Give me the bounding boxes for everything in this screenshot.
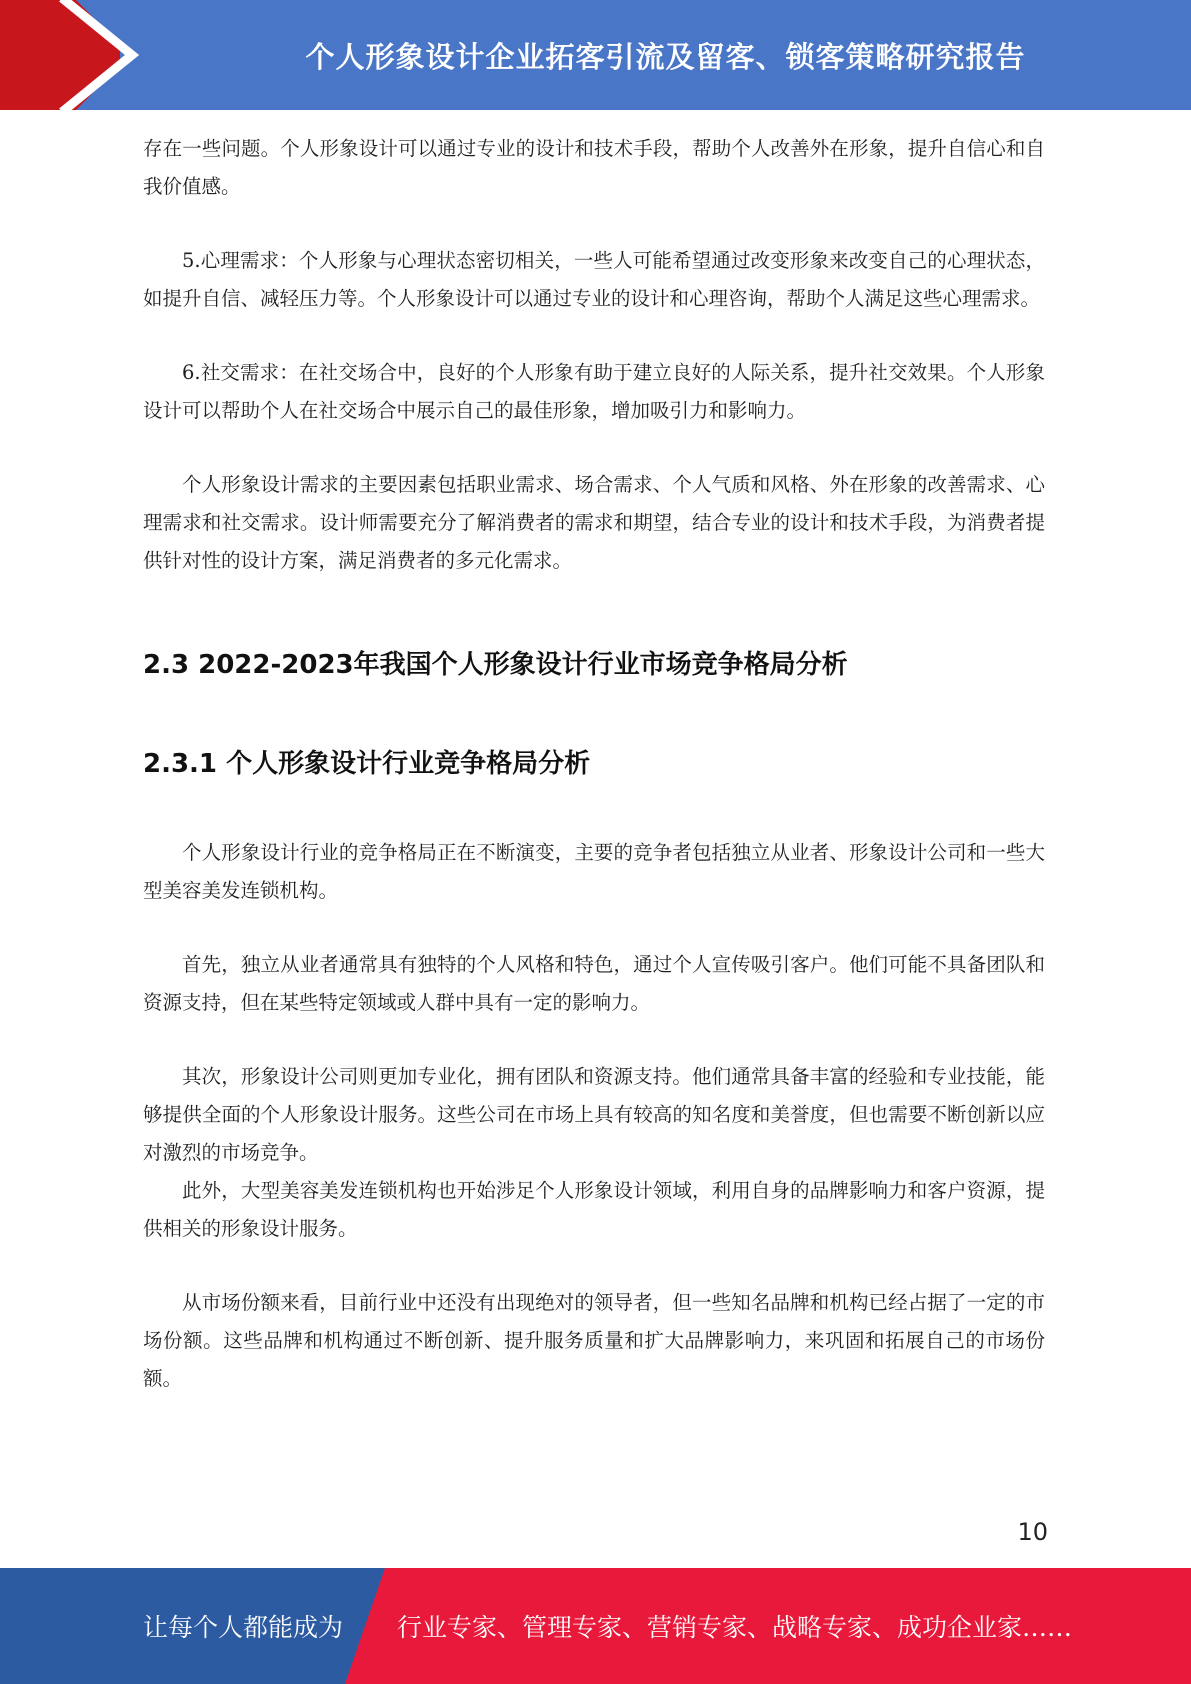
report-title: 个人形象设计企业拓客引流及留客、锁客策略研究报告 — [305, 39, 1026, 74]
paragraph-chain-institutions: 此外，大型美容美发连锁机构也开始涉足个人形象设计领域，利用自身的品牌影响力和客户资源，提供相关的形象设计服务。 — [143, 1179, 1045, 1240]
page-body — [143, 130, 1045, 1398]
header-banner — [0, 0, 1191, 110]
paragraph-independent-practitioners: 首先，独立从业者通常具有独特的个人风格和特色，通过个人宣传吸引客户。他们可能不具备团队和资源支持，但在某些特定领域或人群中具有一定的影响力。 — [143, 953, 1045, 1014]
section-heading: 2.3 2022-2023年我国个人形象设计行业市场竞争格局分析 — [143, 650, 848, 680]
paragraph-competition-overview: 个人形象设计行业的竞争格局正在不断演变，主要的竞争者包括独立从业者、形象设计公司和一些大型美容美发连锁机构。 — [143, 841, 1045, 902]
footer-slogan-right: 行业专家、管理专家、营销专家、战略专家、成功企业家…… — [397, 1613, 1073, 1642]
page-number: 10 — [1017, 1518, 1048, 1546]
paragraph-summary: 个人形象设计需求的主要因素包括职业需求、场合需求、个人气质和风格、外在形象的改善需求、心理需求和社交需求。设计师需要充分了解消费者的需求和期望，结合专业的设计和技术手段，为消费者提供针对性的设计方案，满足消费者的多元化需求。 — [143, 473, 1045, 572]
paragraph-social-needs: 6.社交需求：在社交场合中，良好的个人形象有助于建立良好的人际关系，提升社交效果。个人形象设计可以帮助个人在社交场合中展示自己的最佳形象，增加吸引力和影响力。 — [143, 361, 1045, 422]
footer-banner — [0, 1568, 1191, 1684]
footer-slogan-left: 让每个人都能成为 — [143, 1613, 344, 1642]
paragraph-design-companies: 其次，形象设计公司则更加专业化，拥有团队和资源支持。他们通常具备丰富的经验和专业技能，能够提供全面的个人形象设计服务。这些公司在市场上具有较高的知名度和美誉度，但也需要不断创新以应对激烈的市场竞争。 — [143, 1065, 1045, 1164]
paragraph-continued: 存在一些问题。个人形象设计可以通过专业的设计和技术手段，帮助个人改善外在形象，提升自信心和自我价值感。 — [143, 137, 1045, 198]
paragraph-psychological-needs: 5.心理需求：个人形象与心理状态密切相关，一些人可能希望通过改变形象来改变自己的心理状态，如提升自信、减轻压力等。个人形象设计可以通过专业的设计和心理咨询，帮助个人满足这些心理需求。 — [143, 249, 1045, 310]
chevron-arrow-icon — [0, 0, 160, 110]
subsection-heading: 2.3.1 个人形象设计行业竞争格局分析 — [143, 749, 591, 779]
paragraph-market-share: 从市场份额来看，目前行业中还没有出现绝对的领导者，但一些知名品牌和机构已经占据了一定的市场份额。这些品牌和机构通过不断创新、提升服务质量和扩大品牌影响力，来巩固和拓展自己的市场份额。 — [143, 1291, 1045, 1390]
